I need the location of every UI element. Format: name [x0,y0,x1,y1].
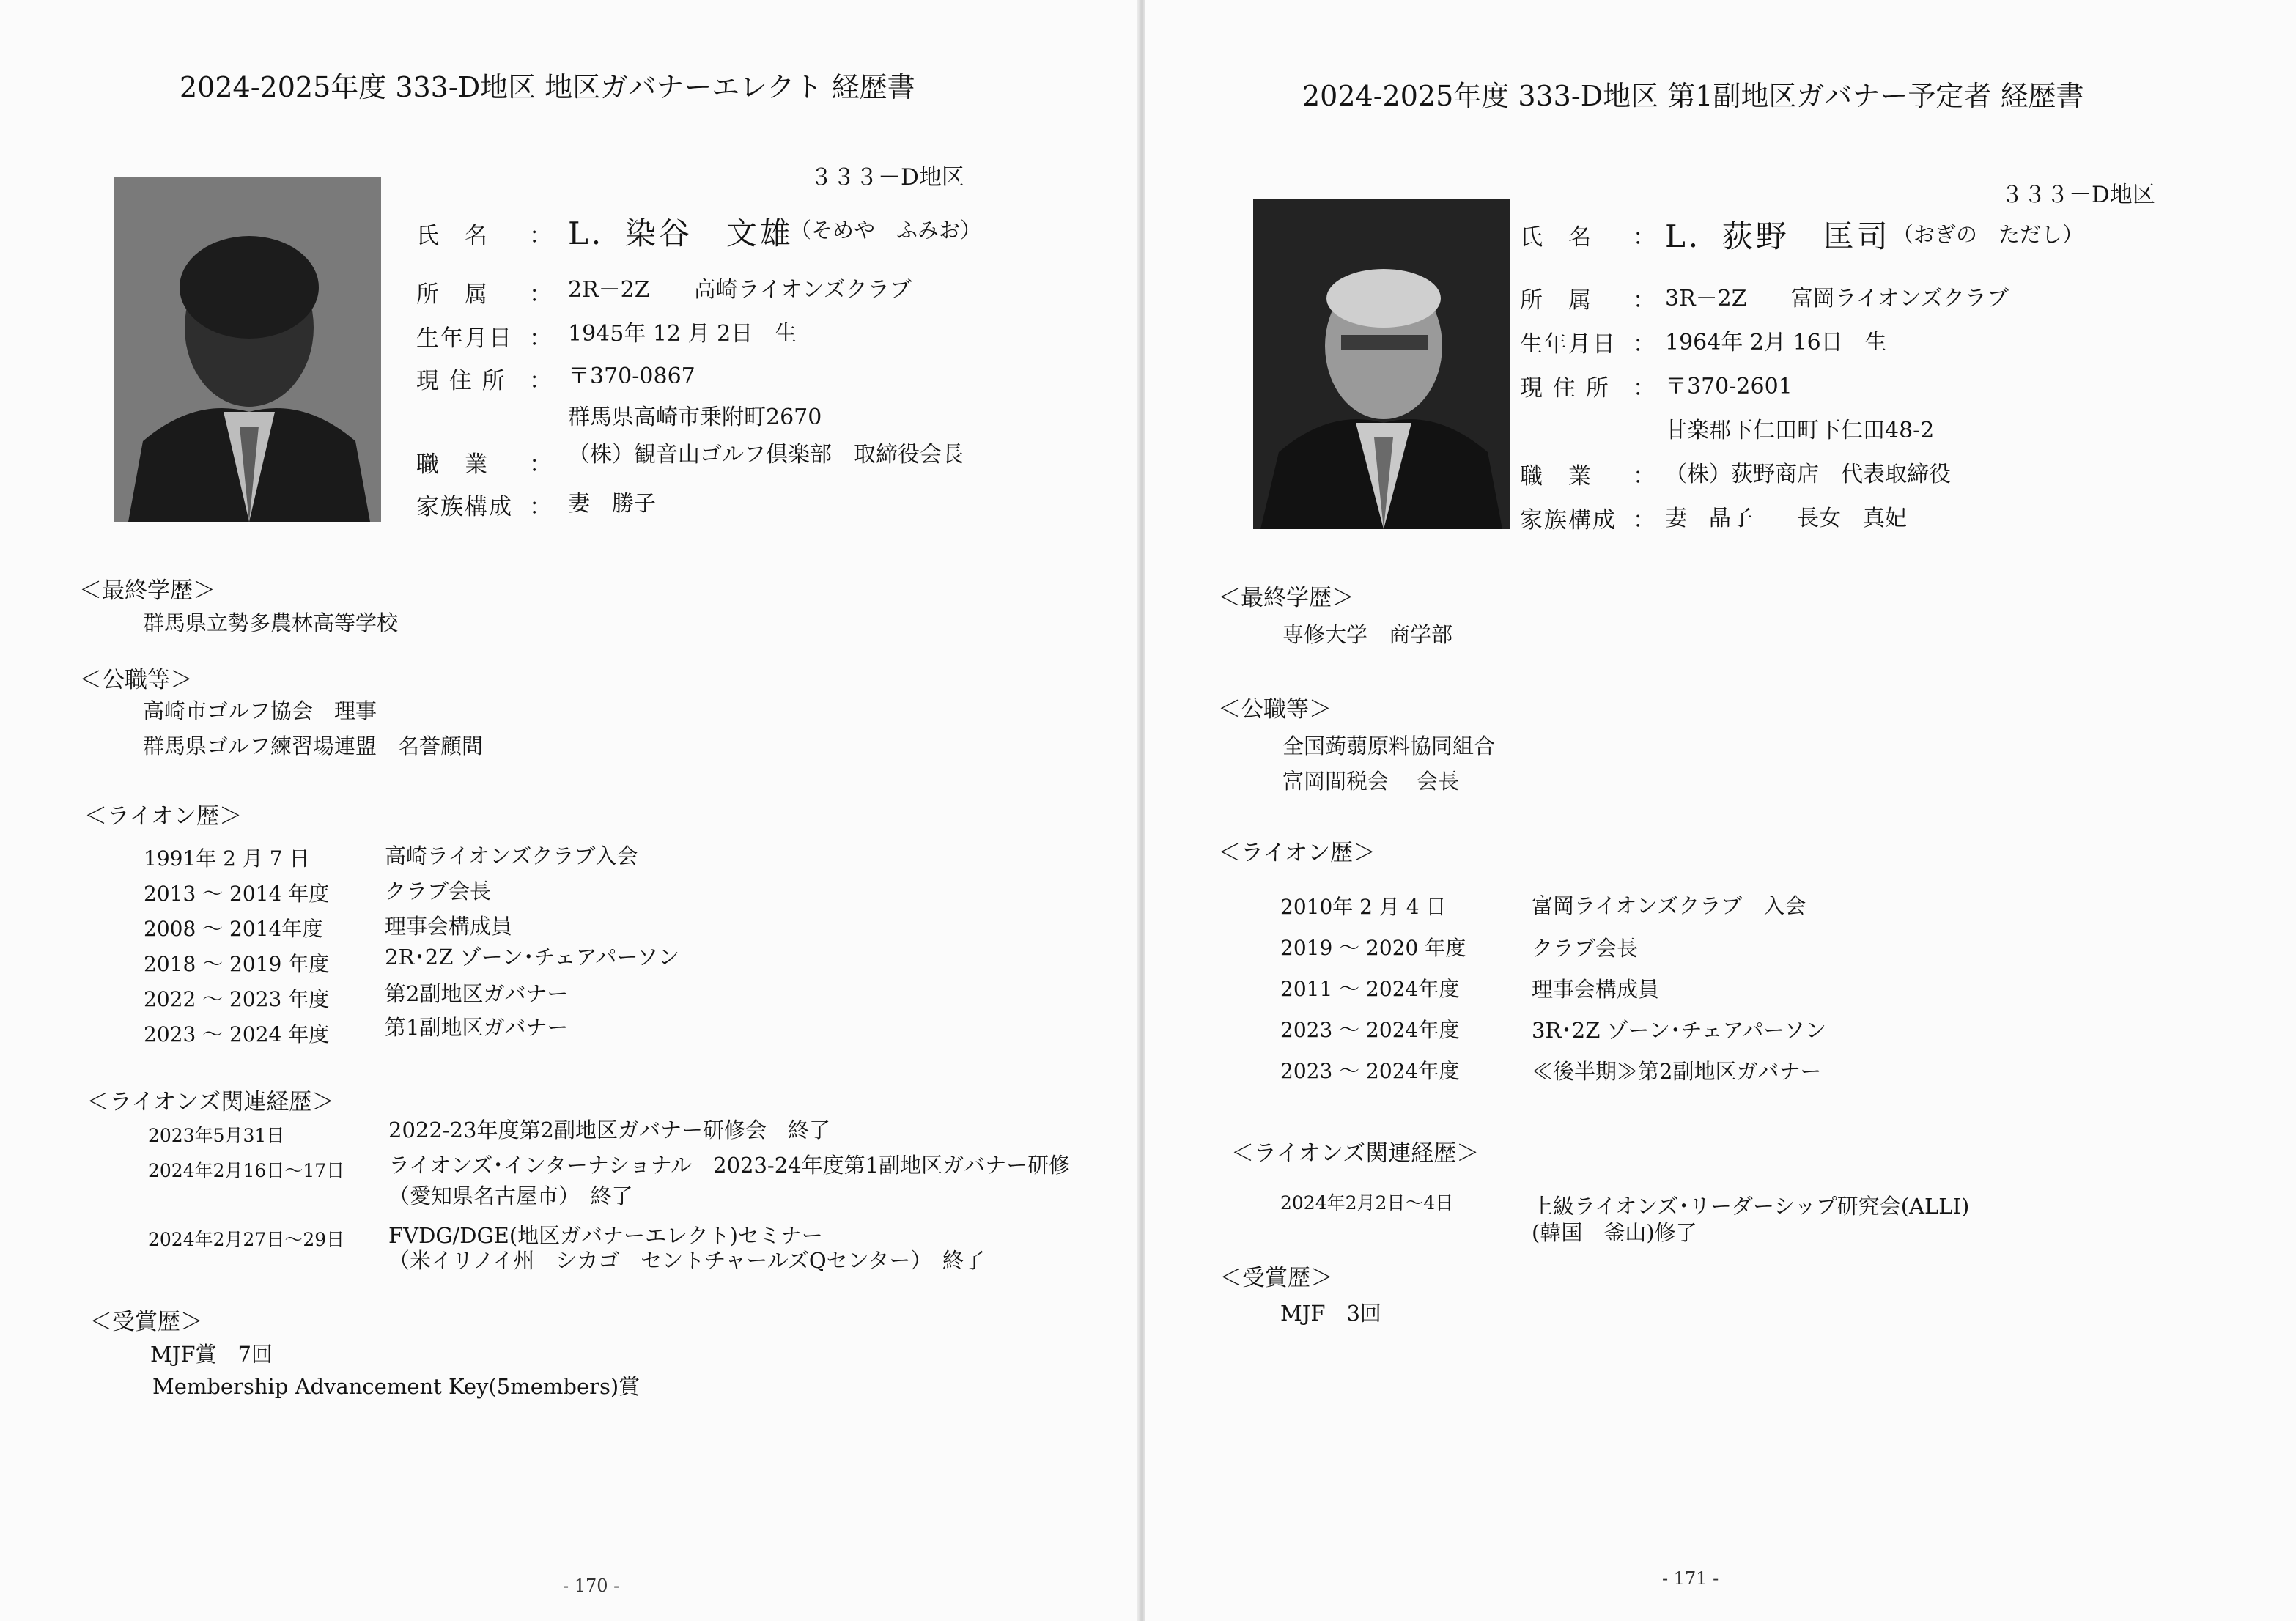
related-heading: ＜ライオンズ関連経歴＞ [86,1089,335,1115]
lion-desc: 第2副地区ガバナー [385,981,569,1006]
occupation-label: 職 業 [1520,463,1592,490]
occupation-value: （株）観音山ゴルフ倶楽部 取締役会長 [568,442,964,468]
colon: ： [1633,375,1655,402]
address-value: 甘楽郡下仁田町下仁田48-2 [1665,418,1935,443]
colon: ： [529,325,552,352]
related-date: 2024年2月2日～4日 [1280,1192,1454,1214]
page-right [1145,0,2296,1621]
birth-value: 1964年 2月 16日 生 [1665,330,1887,355]
lion-year: 2023 ～ 2024年度 [1280,1018,1460,1042]
district-label: ３３３－D地区 [810,164,964,191]
public-heading: ＜公職等＞ [79,667,193,693]
address-value: 群馬県高崎市乗附町2670 [568,405,822,430]
person-furigana: （おぎの ただし） [1892,222,2084,247]
person-furigana: （そめや ふみお） [790,218,982,243]
affiliation-value: 3R－2Z 富岡ライオンズクラブ [1665,286,2009,311]
lion-year: 2023 ～ 2024 年度 [144,1022,330,1046]
page-title: 2024-2025年度 333-D地区 地区ガバナーエレクト 経歴書 [180,71,915,103]
related-date: 2023年5月31日 [148,1125,285,1146]
colon: ： [1633,287,1655,314]
affiliation-value: 2R－2Z 高崎ライオンズクラブ [568,277,912,303]
colon: ： [1633,507,1655,533]
lion-desc: 2R･2Z ゾーン･チェアパーソン [385,945,680,970]
lion-year: 2022 ～ 2023 年度 [144,987,330,1011]
related-line: （愛知県名古屋市） 終了 [388,1184,633,1208]
education-value: 専修大学 商学部 [1282,622,1453,647]
colon: ： [529,281,552,308]
affiliation-label: 所 属 [1520,287,1592,314]
related-line: 2022-23年度第2副地区ガバナー研修会 終了 [388,1118,830,1142]
colon: ： [529,494,552,520]
lion-year: 2018 ～ 2019 年度 [144,952,330,976]
award-item: MJF賞 7回 [150,1342,273,1367]
birth-label: 生年月日 [416,325,513,352]
occupation-label: 職 業 [416,451,489,478]
related-date: 2024年2月27日～29日 [148,1229,345,1250]
portrait-photo [1253,199,1510,529]
related-line: FVDG/DGE(地区ガバナーエレクト)セミナー [388,1223,823,1248]
public-item: 富岡間税会 会長 [1282,769,1460,794]
lion-year: 2013 ～ 2014 年度 [144,882,330,906]
related-line: （米イリノイ州 シカゴ セントチャールズQセンター） 終了 [388,1248,986,1273]
public-heading: ＜公職等＞ [1218,696,1332,723]
colon: ： [529,223,552,249]
related-line: (韓国 釜山)修了 [1532,1220,1697,1245]
birth-value: 1945年 12 月 2日 生 [568,321,797,347]
lion-desc: 理事会構成員 [385,914,513,939]
award-item: Membership Advancement Key(5members)賞 [152,1374,641,1399]
lion-year: 2019 ～ 2020 年度 [1280,936,1466,960]
lion-desc: 富岡ライオンズクラブ 入会 [1532,893,1806,918]
page-left [0,0,1140,1621]
postal-code: 〒370-2601 [1665,374,1793,399]
page-number: - 170 - [563,1576,620,1596]
portrait-photo [114,177,381,522]
occupation-value: （株）荻野商店 代表取締役 [1665,462,1951,487]
page-number: - 171 - [1662,1568,1719,1589]
lion-year: 2023 ～ 2024年度 [1280,1059,1460,1083]
lion-desc: 3R･2Z ゾーン･チェアパーソン [1532,1018,1827,1043]
education-heading: ＜最終学歴＞ [79,577,215,604]
related-line: ライオンズ･インターナショナル 2023-24年度第1副地区ガバナー研修 [388,1153,1071,1178]
education-value: 群馬県立勢多農林高等学校 [143,610,399,635]
district-label: ３３３－D地区 [2001,182,2155,208]
lion-desc: ≪後半期≫第2副地区ガバナー [1532,1059,1822,1084]
birth-label: 生年月日 [1520,331,1617,358]
lion-desc: クラブ会長 [385,879,492,904]
name-label: 氏 名 [416,223,489,249]
lion-heading: ＜ライオン歴＞ [84,803,243,830]
public-item: 高崎市ゴルフ協会 理事 [143,698,377,723]
public-item: 全国蒟蒻原料協同組合 [1282,734,1496,758]
lion-year: 2008 ～ 2014年度 [144,917,323,941]
colon: ： [529,451,552,478]
address-label: 現 住 所 [416,368,506,394]
family-value: 妻 晶子 長女 真妃 [1665,506,1907,531]
person-name: L．染谷 文雄 [568,215,794,251]
awards-heading: ＜受賞歴＞ [1219,1265,1333,1291]
colon: ： [1633,463,1655,490]
lion-desc: 第1副地区ガバナー [385,1015,569,1040]
colon: ： [1633,331,1655,358]
related-heading: ＜ライオンズ関連経歴＞ [1231,1140,1480,1167]
colon: ： [1633,224,1655,251]
related-date: 2024年2月16日～17日 [148,1160,345,1181]
award-item: MJF 3回 [1280,1301,1381,1326]
lion-year: 2010年 2 月 4 日 [1280,895,1447,919]
family-value: 妻 勝子 [568,491,656,517]
awards-heading: ＜受賞歴＞ [89,1309,203,1335]
postal-code: 〒370-0867 [568,363,695,389]
public-item: 群馬県ゴルフ練習場連盟 名誉顧問 [143,734,484,758]
family-label: 家族構成 [1520,507,1617,533]
colon: ： [529,368,552,394]
lion-desc: クラブ会長 [1532,936,1639,961]
page-title: 2024-2025年度 333-D地区 第1副地区ガバナー予定者 経歴書 [1302,80,2084,112]
affiliation-label: 所 属 [416,281,489,308]
education-heading: ＜最終学歴＞ [1218,585,1354,611]
related-line: 上級ライオンズ･リーダーシップ研究会(ALLI) [1532,1194,1970,1219]
lion-year: 1991年 2 月 7 日 [144,846,310,871]
name-label: 氏 名 [1520,224,1592,251]
lion-heading: ＜ライオン歴＞ [1218,840,1376,866]
address-label: 現 住 所 [1520,375,1610,402]
lion-desc: 高崎ライオンズクラブ入会 [385,843,638,868]
lion-year: 2011 ～ 2024年度 [1280,977,1460,1001]
person-name: L．荻野 匡司 [1665,218,1891,254]
lion-desc: 理事会構成員 [1532,977,1660,1002]
family-label: 家族構成 [416,494,513,520]
